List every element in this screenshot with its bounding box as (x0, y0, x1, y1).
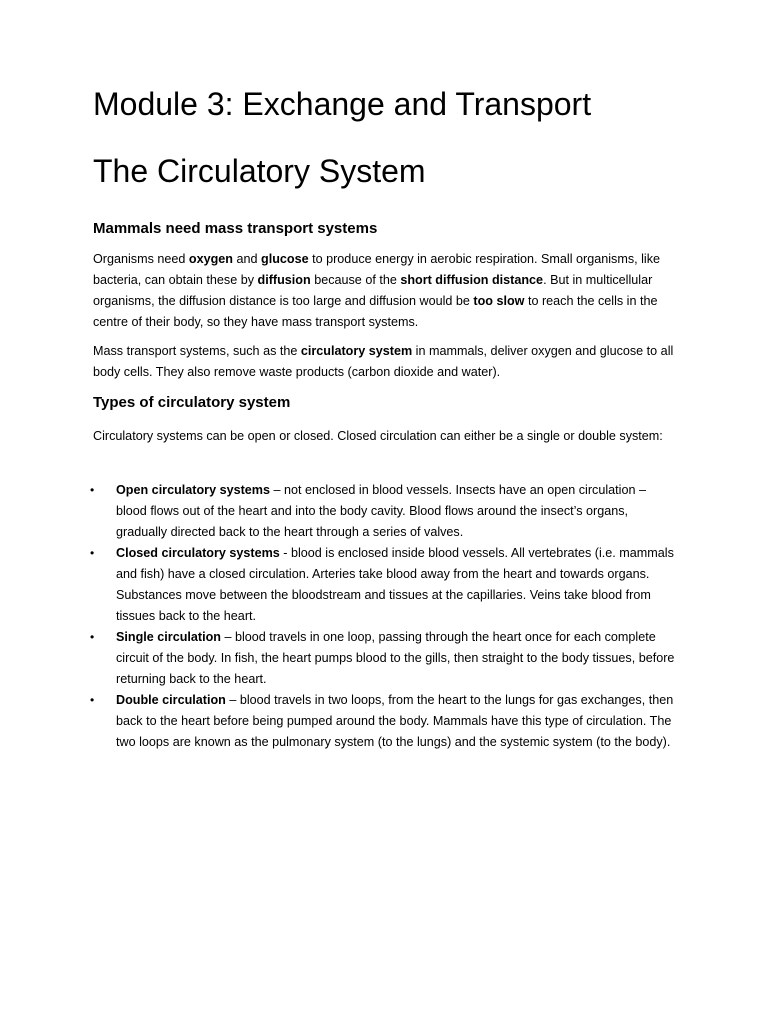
paragraph-mass-transport-systems (93, 341, 677, 383)
list-item-text: – not enclosed in blood vessels. Insects have an open circulation – blood flows out of the heart and into the body cavity. Blood flows around the insect’s organs, gradually directed back to the heart through a series of valves. (116, 483, 646, 539)
section-heading-types: Types of circulatory system (93, 394, 291, 411)
text-run: because of the (310, 273, 401, 287)
bold-term-too-slow: too slow (473, 294, 525, 308)
document-subtitle: The Circulatory System (93, 153, 426, 189)
list-item-open-circulatory (90, 480, 677, 543)
text-run: in mammals, deliver oxygen and glucose to all body cells. They also remove waste products (carbon dioxide and water). (93, 344, 674, 379)
text-run: . But in multicellular organisms, the diffusion distance is too large and diffusion would be (93, 273, 653, 308)
section-heading-mass-transport: Mammals need mass transport systems (93, 220, 378, 237)
text-run: to reach the cells in the centre of their body, so they have mass transport systems. (93, 294, 658, 329)
bullet-icon: • (90, 630, 95, 644)
bold-term: Single circulation (116, 630, 221, 644)
bold-term-short-diffusion-distance: short diffusion distance (400, 273, 544, 287)
list-item-double-circulation (90, 690, 677, 753)
paragraph-organisms-need (93, 249, 677, 333)
bold-term: Open circulatory systems (116, 483, 270, 497)
bold-term: Double circulation (116, 693, 226, 707)
list-item-closed-circulatory (90, 543, 677, 627)
list-item-text: - blood is enclosed inside blood vessels. All vertebrates (i.e. mammals and fish) have a closed circulation. Arteries take blood away from the heart and towards organs. Substances move between the bloodstream and tissues at the capillaries. Veins take blood from tissues back to the heart. (116, 546, 674, 623)
text-run: Mass transport systems, such as the (93, 344, 301, 358)
list-item-text: – blood travels in two loops, from the heart to the lungs for gas exchanges, then back to the heart before being pumped around the body. Mammals have this type of circulation. The two loops are known as the pulmonary system (to the lungs) and the systemic system (to the body). (116, 693, 674, 749)
bold-term-circulatory-system: circulatory system (300, 344, 413, 358)
text-run: and (233, 252, 262, 266)
text-run: Organisms need (93, 252, 189, 266)
list-item-text: – blood travels in one loop, passing through the heart once for each complete circuit of the body. In fish, the heart pumps blood to the gills, then straight to the body tissues, before returning back to the heart. (116, 630, 675, 686)
bold-term-diffusion: diffusion (257, 273, 311, 287)
bullet-icon: • (90, 546, 95, 560)
bullet-list-circulation-types (90, 480, 677, 753)
bold-term-oxygen: oxygen (188, 252, 233, 266)
bold-term: Closed circulatory systems (116, 546, 280, 560)
bold-term-glucose: glucose (261, 252, 309, 266)
paragraph-intro-types: Circulatory systems can be open or closed. Closed circulation can either be a single or double system: (93, 429, 663, 443)
text-run: to produce energy in aerobic respiration. Small organisms, like bacteria, can obtain these by (93, 252, 661, 287)
bullet-icon: • (90, 693, 95, 707)
list-item-single-circulation (90, 627, 677, 690)
document-title: Module 3: Exchange and Transport (93, 86, 592, 122)
bullet-icon: • (90, 483, 95, 497)
